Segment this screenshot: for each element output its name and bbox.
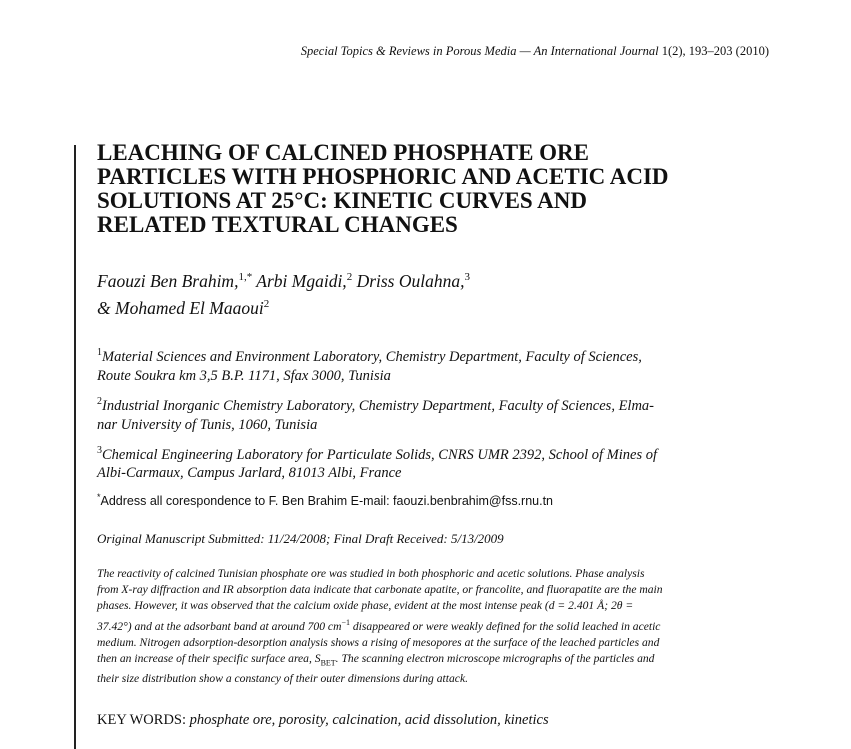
author-list bbox=[97, 266, 797, 320]
title-line-1: LEACHING OF CALCINED PHOSPHATE ORE bbox=[97, 140, 589, 165]
abstract-line: 37.42°) and at the adsorbant band at around 700 $cm^{-1}$ disappeared or were weakly defined for the solid leached in acetic bbox=[97, 617, 661, 633]
author-sup: 2 bbox=[263, 297, 270, 310]
abstract-line: medium. Nitrogen adsorption-desorption analysis shows a rising of mesopores at the surface of the leached particles and bbox=[97, 635, 660, 649]
affiliation-line: Chemical Engineering Laboratory for Particulate Solids, CNRS UMR 2392, School of Mines of bbox=[102, 446, 657, 463]
abstract-line: The reactivity of calcined Tunisian phosphate ore was studied in both phosphoric and acetic solutions. Phase analysis bbox=[97, 567, 645, 580]
correspondence-text: Address all corespondence to F. Ben Brahim E-mail: faouzi.benbrahim@fss.rnu.tn bbox=[100, 494, 554, 509]
abstract-line: then an increase of their specific surface area, $S_{BET}$. The scanning electron microscope micrographs of the particles and bbox=[97, 651, 655, 668]
author-name: & Mohamed El Maaoui bbox=[97, 297, 264, 318]
author-sup: 1,* bbox=[238, 271, 253, 283]
abstract-line: their size distribution show a constancy of their outer dimensions during attack. bbox=[97, 672, 468, 686]
keywords-label: KEY WORDS: bbox=[97, 712, 187, 728]
superscript: −1 bbox=[341, 617, 350, 627]
keywords bbox=[97, 712, 549, 729]
title-line-3: SOLUTIONS AT 25°C: KINETIC CURVES AND bbox=[97, 188, 588, 213]
subscript: BET bbox=[320, 658, 336, 668]
correspondence-note bbox=[97, 492, 747, 508]
author-sup: 3 bbox=[464, 271, 470, 283]
journal-name: Special Topics & Reviews in Porous Media — An International Journal bbox=[300, 44, 659, 58]
author-line-2 bbox=[97, 293, 797, 320]
author-name: Arbi Mgaidi, bbox=[252, 270, 347, 291]
affiliation-sup: 1 bbox=[97, 347, 102, 358]
affiliation-line: Material Sciences and Environment Laboratory, Chemistry Department, Faculty of Sciences, bbox=[102, 348, 642, 365]
author-line-1 bbox=[97, 266, 797, 293]
correspondence-sup: * bbox=[97, 492, 101, 502]
author-name: Driss Oulahna, bbox=[352, 270, 465, 291]
affiliation-sup: 3 bbox=[97, 444, 102, 456]
article-title bbox=[97, 141, 777, 237]
journal-volume-issue: 1(2), 193–203 (2010) bbox=[658, 44, 769, 58]
keywords-list: phosphate ore, porosity, calcination, acid dissolution, kinetics bbox=[186, 712, 549, 728]
affiliation-3 bbox=[97, 441, 747, 484]
title-line-4: RELATED TEXTURAL CHANGES bbox=[97, 212, 458, 237]
affiliation-2 bbox=[97, 392, 747, 435]
affiliation-sup: 2 bbox=[97, 395, 102, 407]
title-line-2: PARTICLES WITH PHOSPHORIC AND ACETIC ACID bbox=[97, 164, 669, 189]
abstract-line: phases. However, it was observed that the calcium oxide phase, evident at the most intense peak (d = 2.401 Å; 2θ = bbox=[97, 599, 634, 613]
affiliation-line: Route Soukra km 3,5 B.P. 1171, Sfax 3000, Tunisia bbox=[97, 367, 391, 384]
affiliation-line: nar University of Tunis, 1060, Tunisia bbox=[97, 416, 318, 433]
abstract bbox=[97, 566, 749, 688]
author-name: Faouzi Ben Brahim, bbox=[97, 270, 239, 291]
affiliation-line: Albi-Carmaux, Campus Jarlard, 81013 Albi, France bbox=[97, 465, 402, 482]
author-sup: 2 bbox=[346, 271, 353, 283]
submission-dates: Original Manuscript Submitted: 11/24/2008; Final Draft Received: 5/13/2009 bbox=[97, 531, 504, 546]
affiliations bbox=[97, 343, 747, 489]
affiliation-1 bbox=[97, 343, 747, 386]
journal-header bbox=[301, 44, 769, 59]
abstract-line: from X-ray diffraction and IR absorption data indicate that carbonate apatite, or francolite, and fluorapatite are the main bbox=[97, 583, 663, 597]
left-margin-rule bbox=[74, 145, 76, 749]
affiliation-line: Industrial Inorganic Chemistry Laboratory, Chemistry Department, Faculty of Sciences, Elma- bbox=[102, 397, 655, 414]
